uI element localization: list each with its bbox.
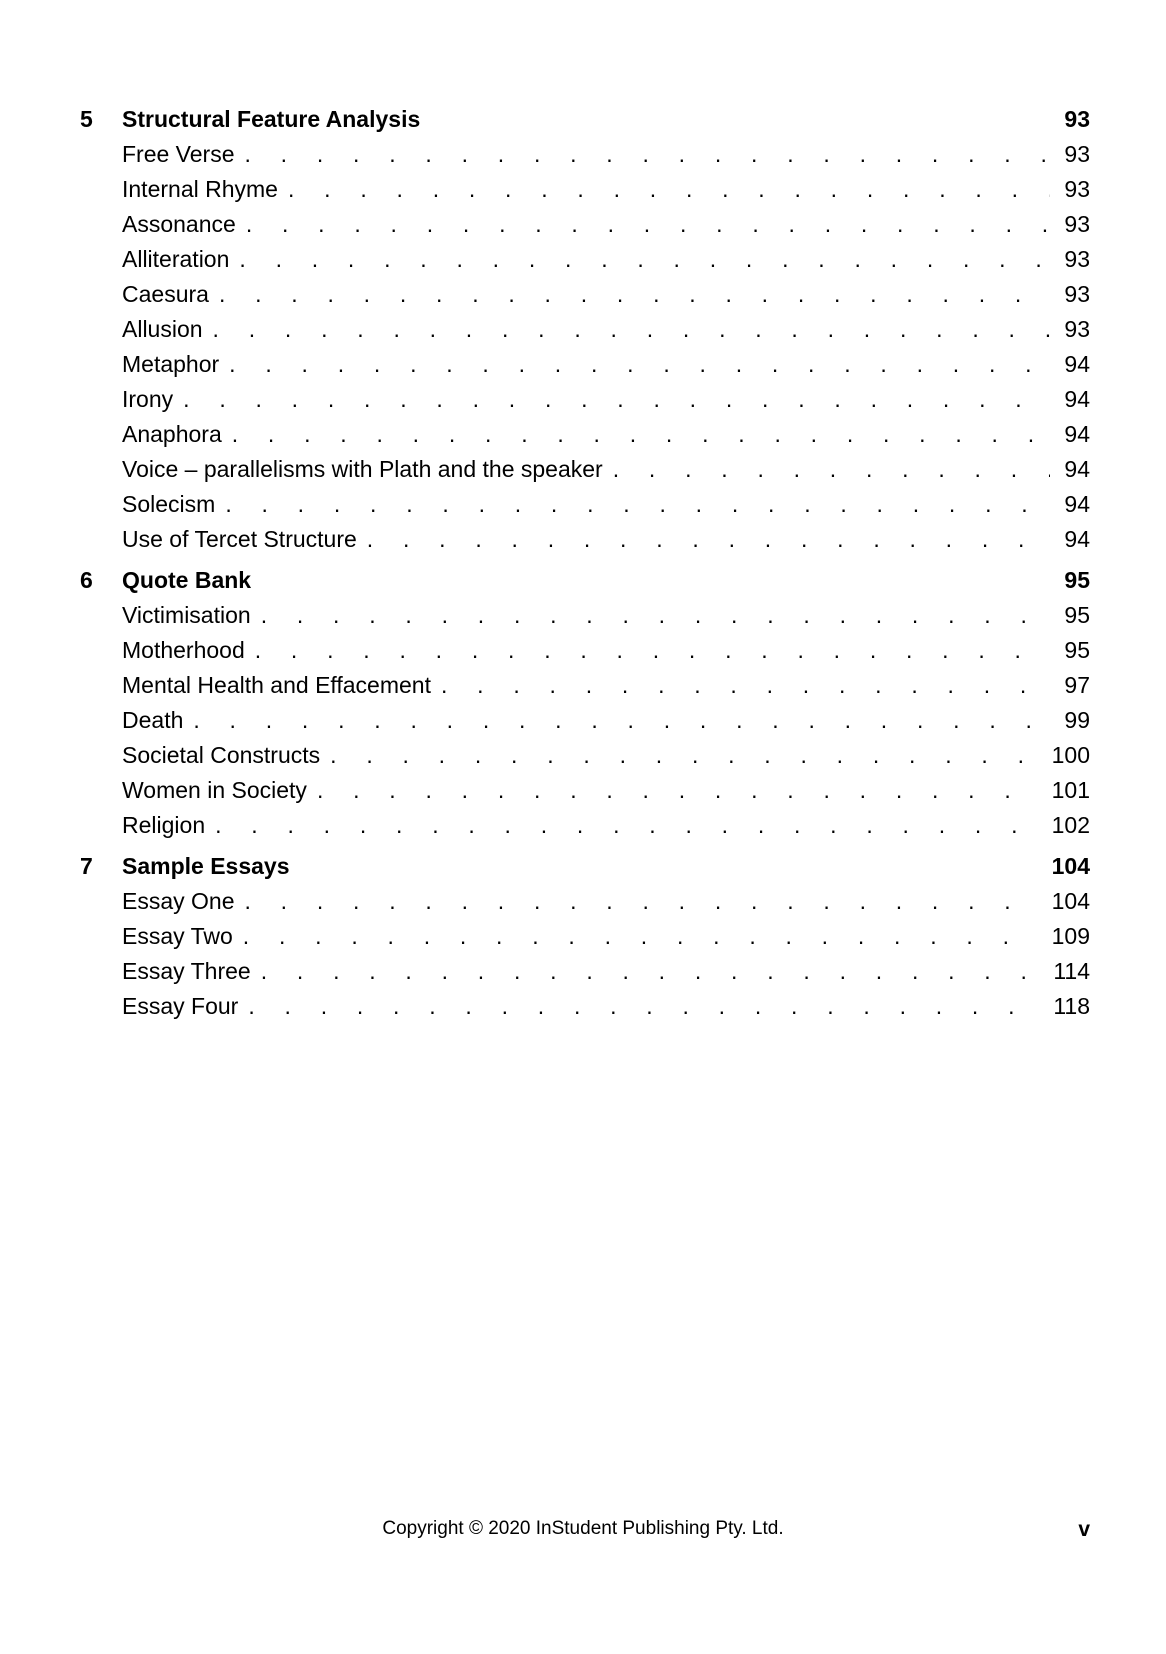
entry-title: Assonance	[122, 211, 236, 237]
toc-entry[interactable]	[80, 919, 1090, 954]
toc-entry[interactable]	[80, 668, 1090, 703]
entry-title: Essay Four	[122, 993, 239, 1019]
entry-page-number: 99	[1064, 707, 1090, 733]
entry-title: Free Verse	[122, 141, 235, 167]
entry-title: Alliteration	[122, 246, 230, 272]
dot-leader	[441, 668, 1050, 703]
toc-entry[interactable]	[80, 522, 1090, 557]
dot-leader	[367, 522, 1051, 557]
toc-entry[interactable]	[80, 703, 1090, 738]
dot-leader	[215, 808, 1038, 843]
entry-title: Internal Rhyme	[122, 176, 278, 202]
entry-page-number: 114	[1053, 958, 1090, 984]
toc-entry[interactable]	[80, 277, 1090, 312]
toc-entry[interactable]	[80, 382, 1090, 417]
entry-page-number: 94	[1064, 456, 1090, 482]
page-number: v	[1078, 1518, 1090, 1541]
section-heading[interactable]	[80, 563, 1090, 598]
entry-page-number: 94	[1064, 526, 1090, 552]
entry-page-number: 93	[1064, 211, 1090, 237]
entry-page-number: 94	[1064, 491, 1090, 517]
entry-title: Voice – parallelisms with Plath and the speaker	[122, 456, 603, 482]
copyright-notice: Copyright © 2020 InStudent Publishing Pty. Ltd.	[382, 1518, 784, 1539]
toc-entry[interactable]	[80, 137, 1090, 172]
dot-leader	[193, 703, 1050, 738]
entry-page-number: 94	[1064, 351, 1090, 377]
entry-page-number: 104	[1051, 888, 1090, 914]
dot-leader	[261, 598, 1051, 633]
section-title: Sample Essays	[122, 853, 290, 879]
entry-page-number: 93	[1064, 176, 1090, 202]
dot-leader	[183, 382, 1050, 417]
entry-page-number: 95	[1064, 637, 1090, 663]
entry-page-number: 94	[1064, 386, 1090, 412]
entry-page-number: 102	[1051, 812, 1090, 838]
toc-entry[interactable]	[80, 808, 1090, 843]
section-number: 5	[80, 106, 93, 132]
entry-page-number: 101	[1051, 777, 1090, 803]
table-of-contents	[80, 102, 1090, 1024]
entry-title: Essay Two	[122, 923, 233, 949]
entry-title: Death	[122, 707, 184, 733]
entry-title: Societal Constructs	[122, 742, 321, 768]
dot-leader	[261, 954, 1040, 989]
dot-leader	[255, 633, 1051, 668]
dot-leader	[232, 417, 1051, 452]
toc-entry[interactable]	[80, 347, 1090, 382]
entry-title: Mental Health and Effacement	[122, 672, 431, 698]
entry-page-number: 93	[1064, 281, 1090, 307]
toc-section	[80, 102, 1090, 557]
toc-entry[interactable]	[80, 207, 1090, 242]
toc-entry[interactable]	[80, 989, 1090, 1024]
dot-leader	[246, 207, 1051, 242]
entry-title: Use of Tercet Structure	[122, 526, 357, 552]
dot-leader	[245, 137, 1051, 172]
toc-entry[interactable]	[80, 738, 1090, 773]
toc-section	[80, 849, 1090, 1024]
page-footer	[0, 1518, 1166, 1548]
section-title: Quote Bank	[122, 567, 252, 593]
dot-leader	[229, 347, 1050, 382]
entry-title: Victimisation	[122, 602, 251, 628]
dot-leader	[225, 487, 1050, 522]
section-page-number: 93	[1064, 106, 1090, 132]
entry-page-number: 93	[1064, 141, 1090, 167]
entry-title: Metaphor	[122, 351, 220, 377]
section-heading[interactable]	[80, 102, 1090, 137]
entry-title: Religion	[122, 812, 206, 838]
section-page-number: 95	[1064, 567, 1090, 593]
section-title: Structural Feature Analysis	[122, 106, 421, 132]
section-page-number: 104	[1051, 853, 1090, 879]
toc-entry[interactable]	[80, 312, 1090, 347]
toc-entry[interactable]	[80, 487, 1090, 522]
toc-entry[interactable]	[80, 598, 1090, 633]
entry-page-number: 93	[1064, 246, 1090, 272]
entry-page-number: 93	[1064, 316, 1090, 342]
entry-title: Essay One	[122, 888, 235, 914]
entry-title: Motherhood	[122, 637, 245, 663]
section-heading[interactable]	[80, 849, 1090, 884]
section-number: 7	[80, 853, 93, 879]
entry-title: Essay Three	[122, 958, 251, 984]
dot-leader	[248, 989, 1039, 1024]
toc-section	[80, 563, 1090, 843]
section-number: 6	[80, 567, 93, 593]
entry-title: Allusion	[122, 316, 203, 342]
toc-entry[interactable]	[80, 452, 1090, 487]
toc-entry[interactable]	[80, 633, 1090, 668]
toc-entry[interactable]	[80, 884, 1090, 919]
dot-leader	[239, 242, 1050, 277]
entry-title: Caesura	[122, 281, 209, 307]
dot-leader	[317, 773, 1038, 808]
dot-leader	[613, 452, 1051, 487]
entry-page-number: 118	[1053, 993, 1090, 1019]
toc-entry[interactable]	[80, 417, 1090, 452]
dot-leader	[213, 312, 1051, 347]
entry-page-number: 97	[1064, 672, 1090, 698]
toc-entry[interactable]	[80, 954, 1090, 989]
dot-leader	[330, 738, 1037, 773]
entry-page-number: 94	[1064, 421, 1090, 447]
entry-page-number: 109	[1051, 923, 1090, 949]
entry-page-number: 95	[1064, 602, 1090, 628]
dot-leader	[288, 172, 1050, 207]
entry-title: Irony	[122, 386, 174, 412]
toc-entry[interactable]	[80, 242, 1090, 277]
dot-leader	[243, 919, 1038, 954]
toc-entry[interactable]	[80, 773, 1090, 808]
toc-entry[interactable]	[80, 172, 1090, 207]
dot-leader	[219, 277, 1050, 312]
entry-title: Solecism	[122, 491, 216, 517]
dot-leader	[245, 884, 1038, 919]
entry-page-number: 100	[1051, 742, 1090, 768]
entry-title: Women in Society	[122, 777, 307, 803]
entry-title: Anaphora	[122, 421, 222, 447]
